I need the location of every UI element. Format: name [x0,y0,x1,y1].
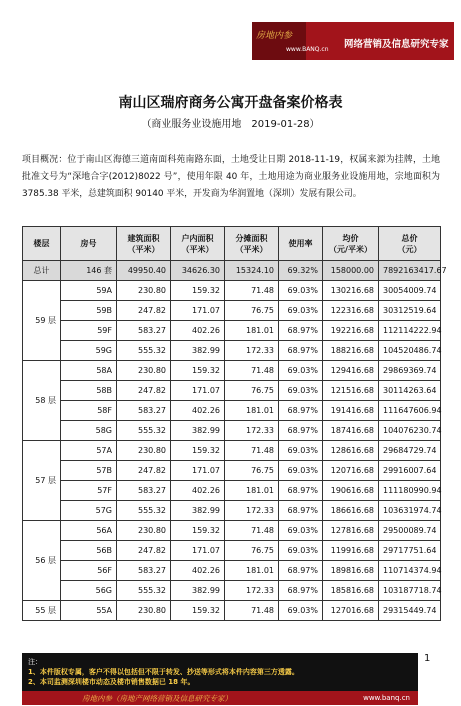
share-area-cell: 76.75 [225,461,279,481]
share-area-cell: 181.01 [225,401,279,421]
usage-rate-cell: 69.03% [279,441,323,461]
usage-rate-cell: 68.97% [279,481,323,501]
floor-label: 55 层 [23,601,61,621]
table-row [23,341,441,361]
build-area-cell: 230.80 [117,521,171,541]
build-area-cell: 583.27 [117,561,171,581]
build-area-cell: 230.80 [117,601,171,621]
usage-rate-cell: 69.03% [279,281,323,301]
inner-area-cell: 159.32 [171,601,225,621]
build-area-cell: 583.27 [117,321,171,341]
brand-url: www.BANQ.cn [286,46,329,53]
avg-price-cell: 186616.68 [323,501,379,521]
room-number-cell: 57G [61,501,117,521]
inner-area-cell: 159.32 [171,281,225,301]
inner-area-cell: 382.99 [171,501,225,521]
page-number: 1 [424,653,431,664]
total-price-cell: 103631974.74 [379,501,441,521]
total-build-area: 49950.40 [117,261,171,281]
total-usage-rate: 69.32% [279,261,323,281]
total-price-cell: 29869369.74 [379,361,441,381]
total-price-cell: 111647606.94 [379,401,441,421]
floor-label: 56 层 [23,521,61,601]
page-subtitle: （商业服务业设施用地 2019-01-28） [141,119,320,130]
table-row [23,441,441,461]
room-number-cell: 56F [61,561,117,581]
table-row [23,501,441,521]
total-avg-price: 158000.00 [323,261,379,281]
usage-rate-cell: 68.97% [279,581,323,601]
header-room: 房号 [61,227,117,261]
brand-banner [252,22,454,60]
usage-rate-cell: 68.97% [279,561,323,581]
usage-rate-cell: 68.97% [279,501,323,521]
room-number-cell: 59G [61,341,117,361]
share-area-cell: 71.48 [225,281,279,301]
footer-url: www.banq.cn [363,694,410,702]
room-number-cell: 55A [61,601,117,621]
usage-rate-cell: 69.03% [279,461,323,481]
build-area-cell: 230.80 [117,441,171,461]
note-item: 1、本件版权专属，客户不得以包括但不限于转发、抄送等形式将本件内容第三方透露。 [28,668,299,676]
build-area-cell: 555.32 [117,501,171,521]
total-price-cell: 30114263.64 [379,381,441,401]
floor-label: 58 层 [23,361,61,441]
build-area-cell: 247.82 [117,301,171,321]
room-number-cell: 57A [61,441,117,461]
share-area-cell: 71.48 [225,441,279,461]
total-price-cell: 30054009.74 [379,281,441,301]
avg-price-cell: 128616.68 [323,441,379,461]
total-price-cell: 29315449.74 [379,601,441,621]
build-area-cell: 555.32 [117,421,171,441]
table-row [23,521,441,541]
header-share-area: 分摊面积 （平米） [225,227,279,261]
total-row [23,261,441,281]
total-price: 7892163417.67 [379,261,441,281]
room-number-cell: 57F [61,481,117,501]
share-area-cell: 172.33 [225,341,279,361]
room-number-cell: 58G [61,421,117,441]
build-area-cell: 555.32 [117,341,171,361]
build-area-cell: 230.80 [117,281,171,301]
avg-price-cell: 188216.68 [323,341,379,361]
avg-price-cell: 189816.68 [323,561,379,581]
brand-logo [252,22,306,60]
footer-notes-box [22,653,418,705]
avg-price-cell: 121516.68 [323,381,379,401]
avg-price-cell: 127816.68 [323,521,379,541]
inner-area-cell: 402.26 [171,561,225,581]
build-area-cell: 247.82 [117,461,171,481]
inner-area-cell: 171.07 [171,381,225,401]
total-price-cell: 110714374.94 [379,561,441,581]
avg-price-cell: 191416.68 [323,401,379,421]
brand-logo-mark: 房地内参 [256,31,293,41]
notes [28,657,299,687]
room-number-cell: 59B [61,301,117,321]
table-row [23,421,441,441]
usage-rate-cell: 69.03% [279,521,323,541]
total-price-cell: 29500089.74 [379,521,441,541]
avg-price-cell: 119916.68 [323,541,379,561]
table-row [23,381,441,401]
avg-price-cell: 120716.68 [323,461,379,481]
header-build-area: 建筑面积 （平米） [117,227,171,261]
total-price-cell: 104076230.74 [379,421,441,441]
table-row [23,541,441,561]
header-avg-price: 均价 （元/平米） [323,227,379,261]
inner-area-cell: 402.26 [171,321,225,341]
share-area-cell: 76.75 [225,541,279,561]
usage-rate-cell: 69.03% [279,381,323,401]
brand-tagline: 网络营销及信息研究专家 [344,39,449,50]
table-header-row [23,227,441,261]
notes-label: 注： [28,658,42,666]
build-area-cell: 555.32 [117,581,171,601]
total-room-count: 146 套 [61,261,117,281]
usage-rate-cell: 68.97% [279,321,323,341]
project-overview: 项目概况：位于南山区海德三道南面科苑南路东面，土地受让日期 2018-11-19，权属来源为挂牌，土地批准文号为“深地合字(2012)8022 号”，使用年限 40 年，土地用途为商业服务业设施用地，宗地面积为 3785.38 平米，总建筑面积 90140 平米，开发商为华润置地（深圳）发展有限公司。 [22,155,440,199]
room-number-cell: 59F [61,321,117,341]
share-area-cell: 172.33 [225,501,279,521]
table-row [23,321,441,341]
inner-area-cell: 382.99 [171,421,225,441]
total-price-cell: 104520486.74 [379,341,441,361]
room-number-cell: 58F [61,401,117,421]
usage-rate-cell: 68.97% [279,341,323,361]
table-row [23,401,441,421]
room-number-cell: 56G [61,581,117,601]
room-number-cell: 56A [61,521,117,541]
total-price-cell: 112114222.94 [379,321,441,341]
usage-rate-cell: 69.03% [279,361,323,381]
room-number-cell: 57B [61,461,117,481]
share-area-cell: 181.01 [225,481,279,501]
table-row [23,461,441,481]
inner-area-cell: 382.99 [171,341,225,361]
share-area-cell: 71.48 [225,601,279,621]
inner-area-cell: 402.26 [171,481,225,501]
total-price-cell: 103187718.74 [379,581,441,601]
room-number-cell: 59A [61,281,117,301]
share-area-cell: 172.33 [225,421,279,441]
avg-price-cell: 130216.68 [323,281,379,301]
footer-bar [22,691,418,705]
inner-area-cell: 171.07 [171,301,225,321]
header-total-price: 总价 （元） [379,227,441,261]
avg-price-cell: 129416.68 [323,361,379,381]
footer-credit: 房地内参（房地产网络营销及信息研究专家） [82,694,232,703]
avg-price-cell: 190616.68 [323,481,379,501]
avg-price-cell: 122316.68 [323,301,379,321]
usage-rate-cell: 69.03% [279,601,323,621]
header-usage-rate: 使用率 [279,227,323,261]
build-area-cell: 583.27 [117,401,171,421]
header-inner-area: 户内面积 （平米） [171,227,225,261]
inner-area-cell: 171.07 [171,461,225,481]
avg-price-cell: 192216.68 [323,321,379,341]
table-row [23,581,441,601]
inner-area-cell: 402.26 [171,401,225,421]
usage-rate-cell: 69.03% [279,301,323,321]
price-table [22,226,447,621]
room-number-cell: 58A [61,361,117,381]
share-area-cell: 181.01 [225,321,279,341]
build-area-cell: 247.82 [117,381,171,401]
avg-price-cell: 127016.68 [323,601,379,621]
table-row [23,481,441,501]
total-price-cell: 29916007.64 [379,461,441,481]
usage-rate-cell: 68.97% [279,421,323,441]
note-item: 2、本司监测深圳楼市动态及楼市销售数据已 18 年。 [28,678,195,686]
header-floor: 楼层 [23,227,61,261]
avg-price-cell: 187416.68 [323,421,379,441]
build-area-cell: 247.82 [117,541,171,561]
room-number-cell: 56B [61,541,117,561]
room-number-cell: 58B [61,381,117,401]
usage-rate-cell: 68.97% [279,401,323,421]
inner-area-cell: 382.99 [171,581,225,601]
share-area-cell: 181.01 [225,561,279,581]
page-title: 南山区瑞府商务公寓开盘备案价格表 [118,95,343,111]
avg-price-cell: 185816.68 [323,581,379,601]
floor-label: 57 层 [23,441,61,521]
table-row [23,301,441,321]
inner-area-cell: 159.32 [171,441,225,461]
total-label: 总计 [23,261,61,281]
total-price-cell: 29684729.74 [379,441,441,461]
inner-area-cell: 159.32 [171,361,225,381]
share-area-cell: 76.75 [225,381,279,401]
table-row [23,361,441,381]
table-row [23,561,441,581]
usage-rate-cell: 69.03% [279,541,323,561]
build-area-cell: 230.80 [117,361,171,381]
floor-label: 59 层 [23,281,61,361]
inner-area-cell: 159.32 [171,521,225,541]
total-price-cell: 111180990.94 [379,481,441,501]
build-area-cell: 583.27 [117,481,171,501]
table-row [23,281,441,301]
share-area-cell: 71.48 [225,521,279,541]
total-inner-area: 34626.30 [171,261,225,281]
inner-area-cell: 171.07 [171,541,225,561]
table-row [23,601,441,621]
share-area-cell: 76.75 [225,301,279,321]
share-area-cell: 172.33 [225,581,279,601]
total-price-cell: 30312519.64 [379,301,441,321]
total-price-cell: 29717751.64 [379,541,441,561]
total-share-area: 15324.10 [225,261,279,281]
share-area-cell: 71.48 [225,361,279,381]
